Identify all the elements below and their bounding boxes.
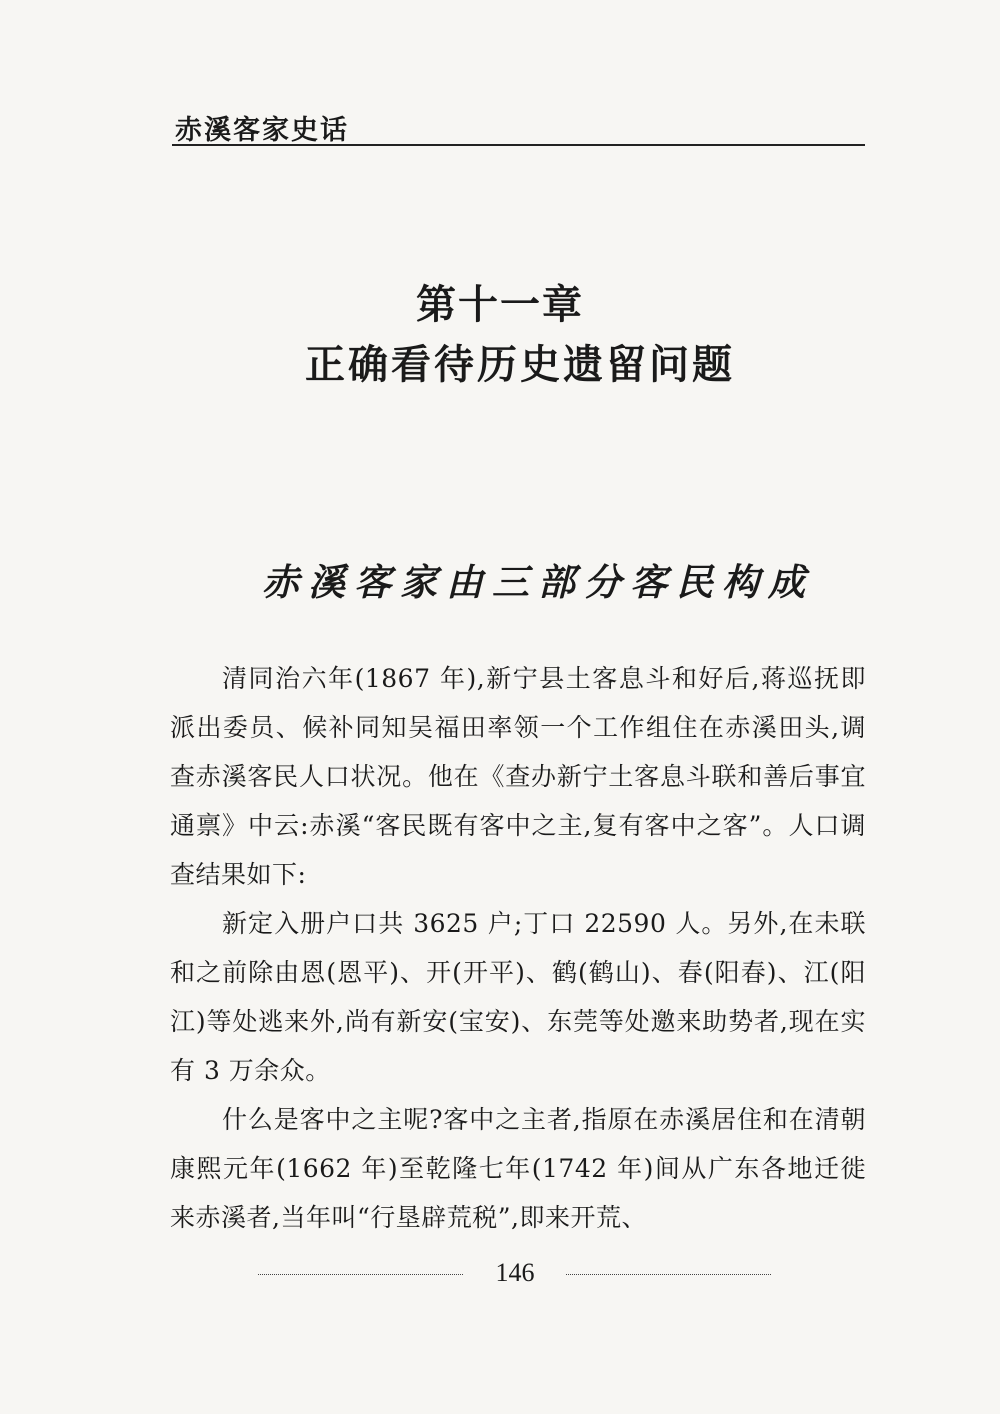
paragraph-1: 清同治六年(1867 年),新宁县土客息斗和好后,蒋巡抚即派出委员、候补同知吴福田率领一个工作组住在赤溪田头,调查赤溪客民人口状况。他在《查办新宁土客息斗联和善后事宜通禀》中云:赤溪“客民既有客中之主,复有客中之客”。人口调查结果如下: — [170, 664, 866, 889]
body-text — [170, 654, 866, 1242]
page-number: 146 — [495, 1258, 535, 1287]
section-title: 赤溪客家由三部分客民构成 — [262, 560, 814, 604]
running-header-title: 赤溪客家史话 — [175, 115, 349, 146]
paragraph-2: 新定入册户口共 3625 户;丁口 22590 人。另外,在未联和之前除由恩(恩平)、开(开平)、鹤(鹤山)、春(阳春)、江(阳江)等处逃来外,尚有新安(宝安)、东莞等处邀来助势者,现在实有 3 万余众。 — [170, 909, 866, 1085]
chapter-number: 第十一章 — [416, 282, 584, 328]
chapter-title: 正确看待历史遗留问题 — [305, 342, 735, 388]
footer-rule-left — [258, 1274, 463, 1275]
footer-rule-right — [566, 1274, 771, 1275]
paragraph-3: 什么是客中之主呢?客中之主者,指原在赤溪居住和在清朝康熙元年(1662 年)至乾隆七年(1742 年)间从广东各地迁徙来赤溪者,当年叫“行垦辟荒税”,即来开荒、 — [170, 1105, 866, 1232]
header-divider — [172, 144, 865, 146]
